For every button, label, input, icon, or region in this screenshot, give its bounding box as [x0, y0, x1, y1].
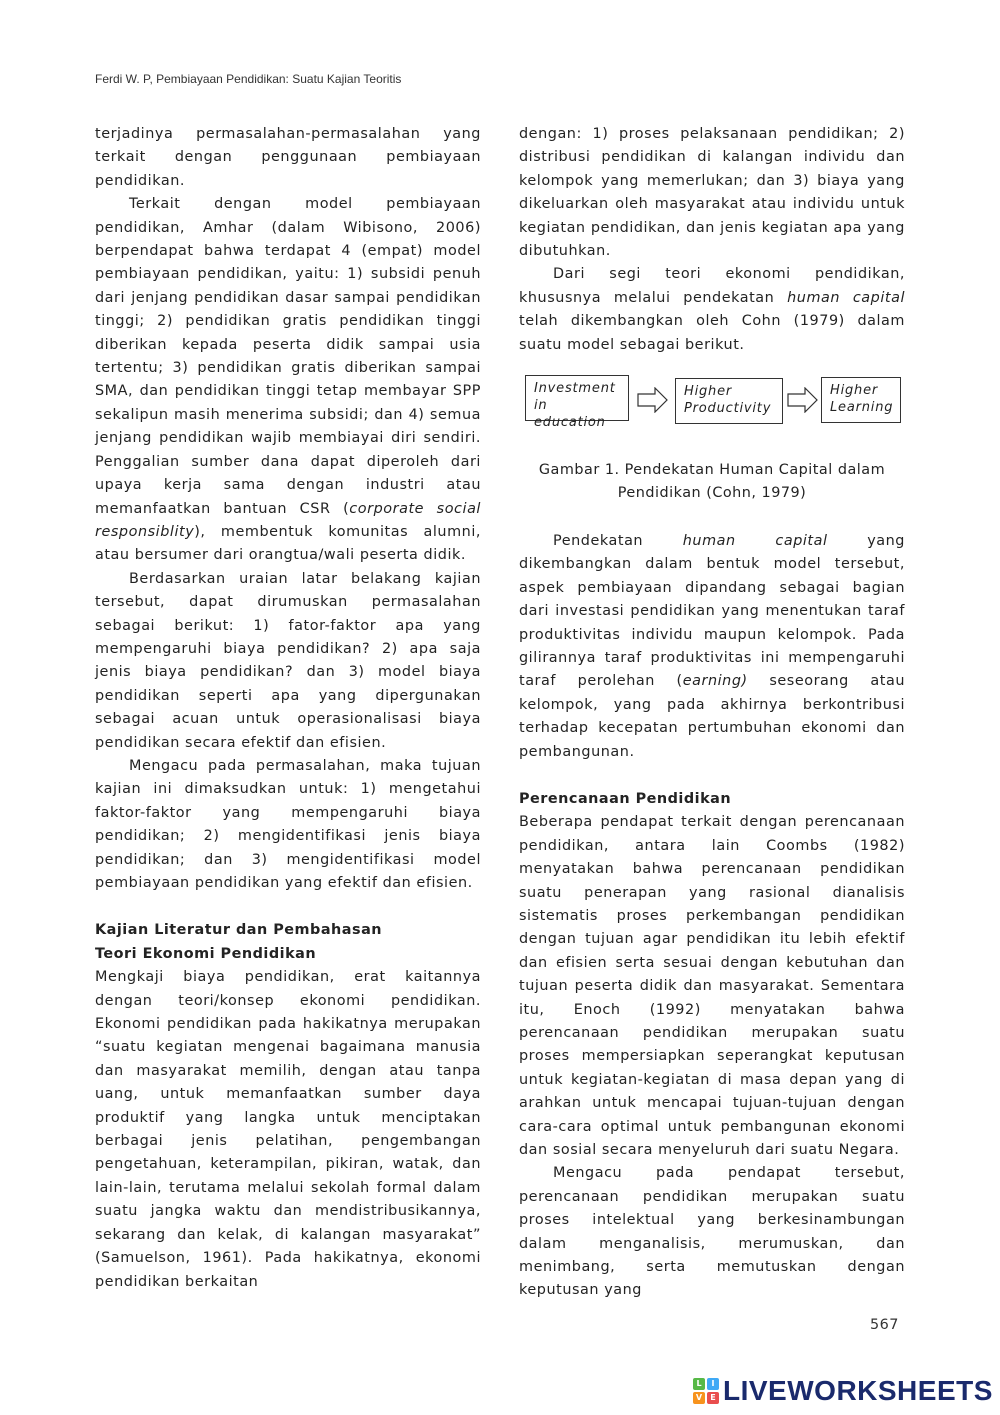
italic-term: corporate social responsiblity [95, 500, 481, 540]
logo-icon: L I V E [693, 1378, 719, 1404]
liveworksheets-logo[interactable] [693, 1376, 993, 1406]
paragraph: terjadinya permasalahan-permasalahan yang terkait dengan penggunaan pembiayaan pendidikan. [95, 126, 481, 189]
paragraph-education-economics: Mengkaji biaya pendidikan, erat kaitannya dengan teori/konsep ekonomi pendidikan. Ekonomi pendidikan pada hakikatnya merupakan “suatu kegiatan mengenai bagaimana manusia dan masyarakat memilih, dengan atau tanpa uang, untuk memanfaatkan sumber daya produktif yang langka untuk menciptakan berbagai jenis pelatihan, pengembangan pengetahuan, keterampilan, pikiran, watak, dan lain-lain, terutama melalui sekolah formal dalam suatu jangka waktu dan mendistribusikannya, sekarang dan kelak, di kalangan masyarakat” (Samuelson, 1961). Pada hakikatnya, ekonomi pendidikan berkaitan [95, 969, 481, 1290]
italic-term: human capital [787, 289, 906, 306]
italic-term: earning) [682, 673, 748, 690]
right-column [519, 123, 905, 1303]
paragraph-problem-statement: Berdasarkan uraian latar belakang kajian tersebut, dapat dirumuskan permasalahan sebagai berikut: 1) fator-faktor apa yang mempengaruhi biaya pendidikan? 2) apa saja jenis biaya pendidikan? dan 3) model biaya pendidikan seperti apa yang dipergunakan sebagai acuan untuk operasionalisasi biaya pendidikan secara efektif dan efisien. [95, 570, 481, 751]
paragraph-planning-conclusion: Mengacu pada pendapat tersebut, perencanaan pendidikan merupakan suatu proses intelektual yang berkesinambungan dalam menganalisis, merumuskan, dan menimbang, serta memutuskan dengan keputusan yang [519, 1165, 905, 1299]
diagram-box-productivity: Higher Productivity [675, 378, 783, 424]
logo-text: LIVEWORKSHEETS [723, 1375, 993, 1406]
human-capital-diagram [519, 375, 905, 449]
italic-term: human capital [682, 532, 828, 549]
section-heading: Kajian Literatur dan Pembahasan [95, 922, 383, 939]
page-number: 567 [870, 1317, 899, 1333]
arrow-right-icon [787, 387, 819, 413]
paragraph-objectives: Mengacu pada permasalahan, maka tujuan kajian ini dimaksudkan untuk: 1) mengetahui faktor-faktor yang mempengaruhi biaya pendidikan; 2) mengidentifikasi jenis biaya pendidikan; dan 3) mengidentifikasi model pembiayaan pendidikan yang efektif dan efisien. [95, 757, 481, 891]
running-header: Ferdi W. P, Pembiayaan Pendidikan: Suatu Kajian Teoritis [95, 72, 402, 86]
arrow-right-icon [637, 387, 669, 413]
paragraph-planning-definitions: Beberapa pendapat terkait dengan perencanaan pendidikan, antara lain Coombs (1982) menyatakan bahwa perencanaan pendidikan suatu penerapan yang rasional dianalisis sistematis proses perkembangan pendidikan dengan tujuan agar pendidikan itu lebih efektif dan efisien serta sesuai dengan kebutuhan dan tujuan peserta didik dan masyarakat. Sementara itu, Enoch (1992) menyatakan bahwa perencanaan pendidikan merupakan suatu proses mempersiapkan seperangkat keputusan untuk kegiatan-kegiatan di masa depan yang di arahkan untuk mencapai tujuan-tujuan dengan cara-cara optimal untuk pembangunan ekonomi dan sosial secara menyeluruh dari suatu Negara. [519, 814, 905, 1159]
paragraph-human-capital-approach: Pendekatan human capital yang dikembangkan dalam bentuk model tersebut, aspek pembiayaan dipandang sebagai bagian dari investasi pendidikan yang menentukan taraf produktivitas individu maupun kelompok. Pada gilirannya taraf produktivitas ini mempengaruhi taraf perolehan (earning) seseorang atau kelompok, yang pada akhirnya berkontribusi terhadap kecepatan pertumbuhan ekonomi dan pembangunan. [519, 532, 905, 760]
left-column [95, 123, 481, 1294]
paragraph-funding-models: Terkait dengan model pembiayaan pendidikan, Amhar (dalam Wibisono, 2006) berpendapat bahwa terdapat 4 (empat) model pembiayaan pendidikan, yaitu: 1) subsidi penuh dari jenjang pendidikan dasar sampai pendidikan tinggi; 2) pendidikan gratis pendidikan tinggi diberikan kepada peserta didik sampai usia tertentu; 3) pendidikan gratis diberikan sampai SMA, dan pendidikan tinggi tetap membayar SPP sekalipun masih menerima subsidi; dan 4) semua jenjang pendidikan wajib membiayai diri sendiri. Penggalian sumber dana dapat diperoleh dari upaya kerja sama dengan industri atau memanfaatkan bantuan CSR (corporate social responsiblity), membentuk komunitas alumni, atau bersumer dari orangtua/wali peserta didik. [95, 196, 481, 564]
diagram-box-investment: Investment in education [525, 375, 629, 421]
section-heading: Perencanaan Pendidikan [519, 790, 732, 807]
paragraph: dengan: 1) proses pelaksanaan pendidikan; 2) distribusi pendidikan di kalangan individu dan kelompok yang memerlukan; dan 3) biaya yang dikeluarkan oleh masyarakat atau individu untuk kegiatan pendidikan, dan jenis kegiatan apa yang dibutuhkan. [519, 126, 905, 260]
paragraph-human-capital-intro: Dari segi teori ekonomi pendidikan, khususnya melalui pendekatan human capital telah dikembangkan oleh Cohn (1979) dalam suatu model sebagai berikut. [519, 266, 906, 353]
diagram-box-learning: Higher Learning [821, 377, 901, 423]
figure-caption: Gambar 1. Pendekatan Human Capital dalam Pendidikan (Cohn, 1979) [538, 462, 886, 502]
subsection-heading: Teori Ekonomi Pendidikan [95, 945, 317, 962]
